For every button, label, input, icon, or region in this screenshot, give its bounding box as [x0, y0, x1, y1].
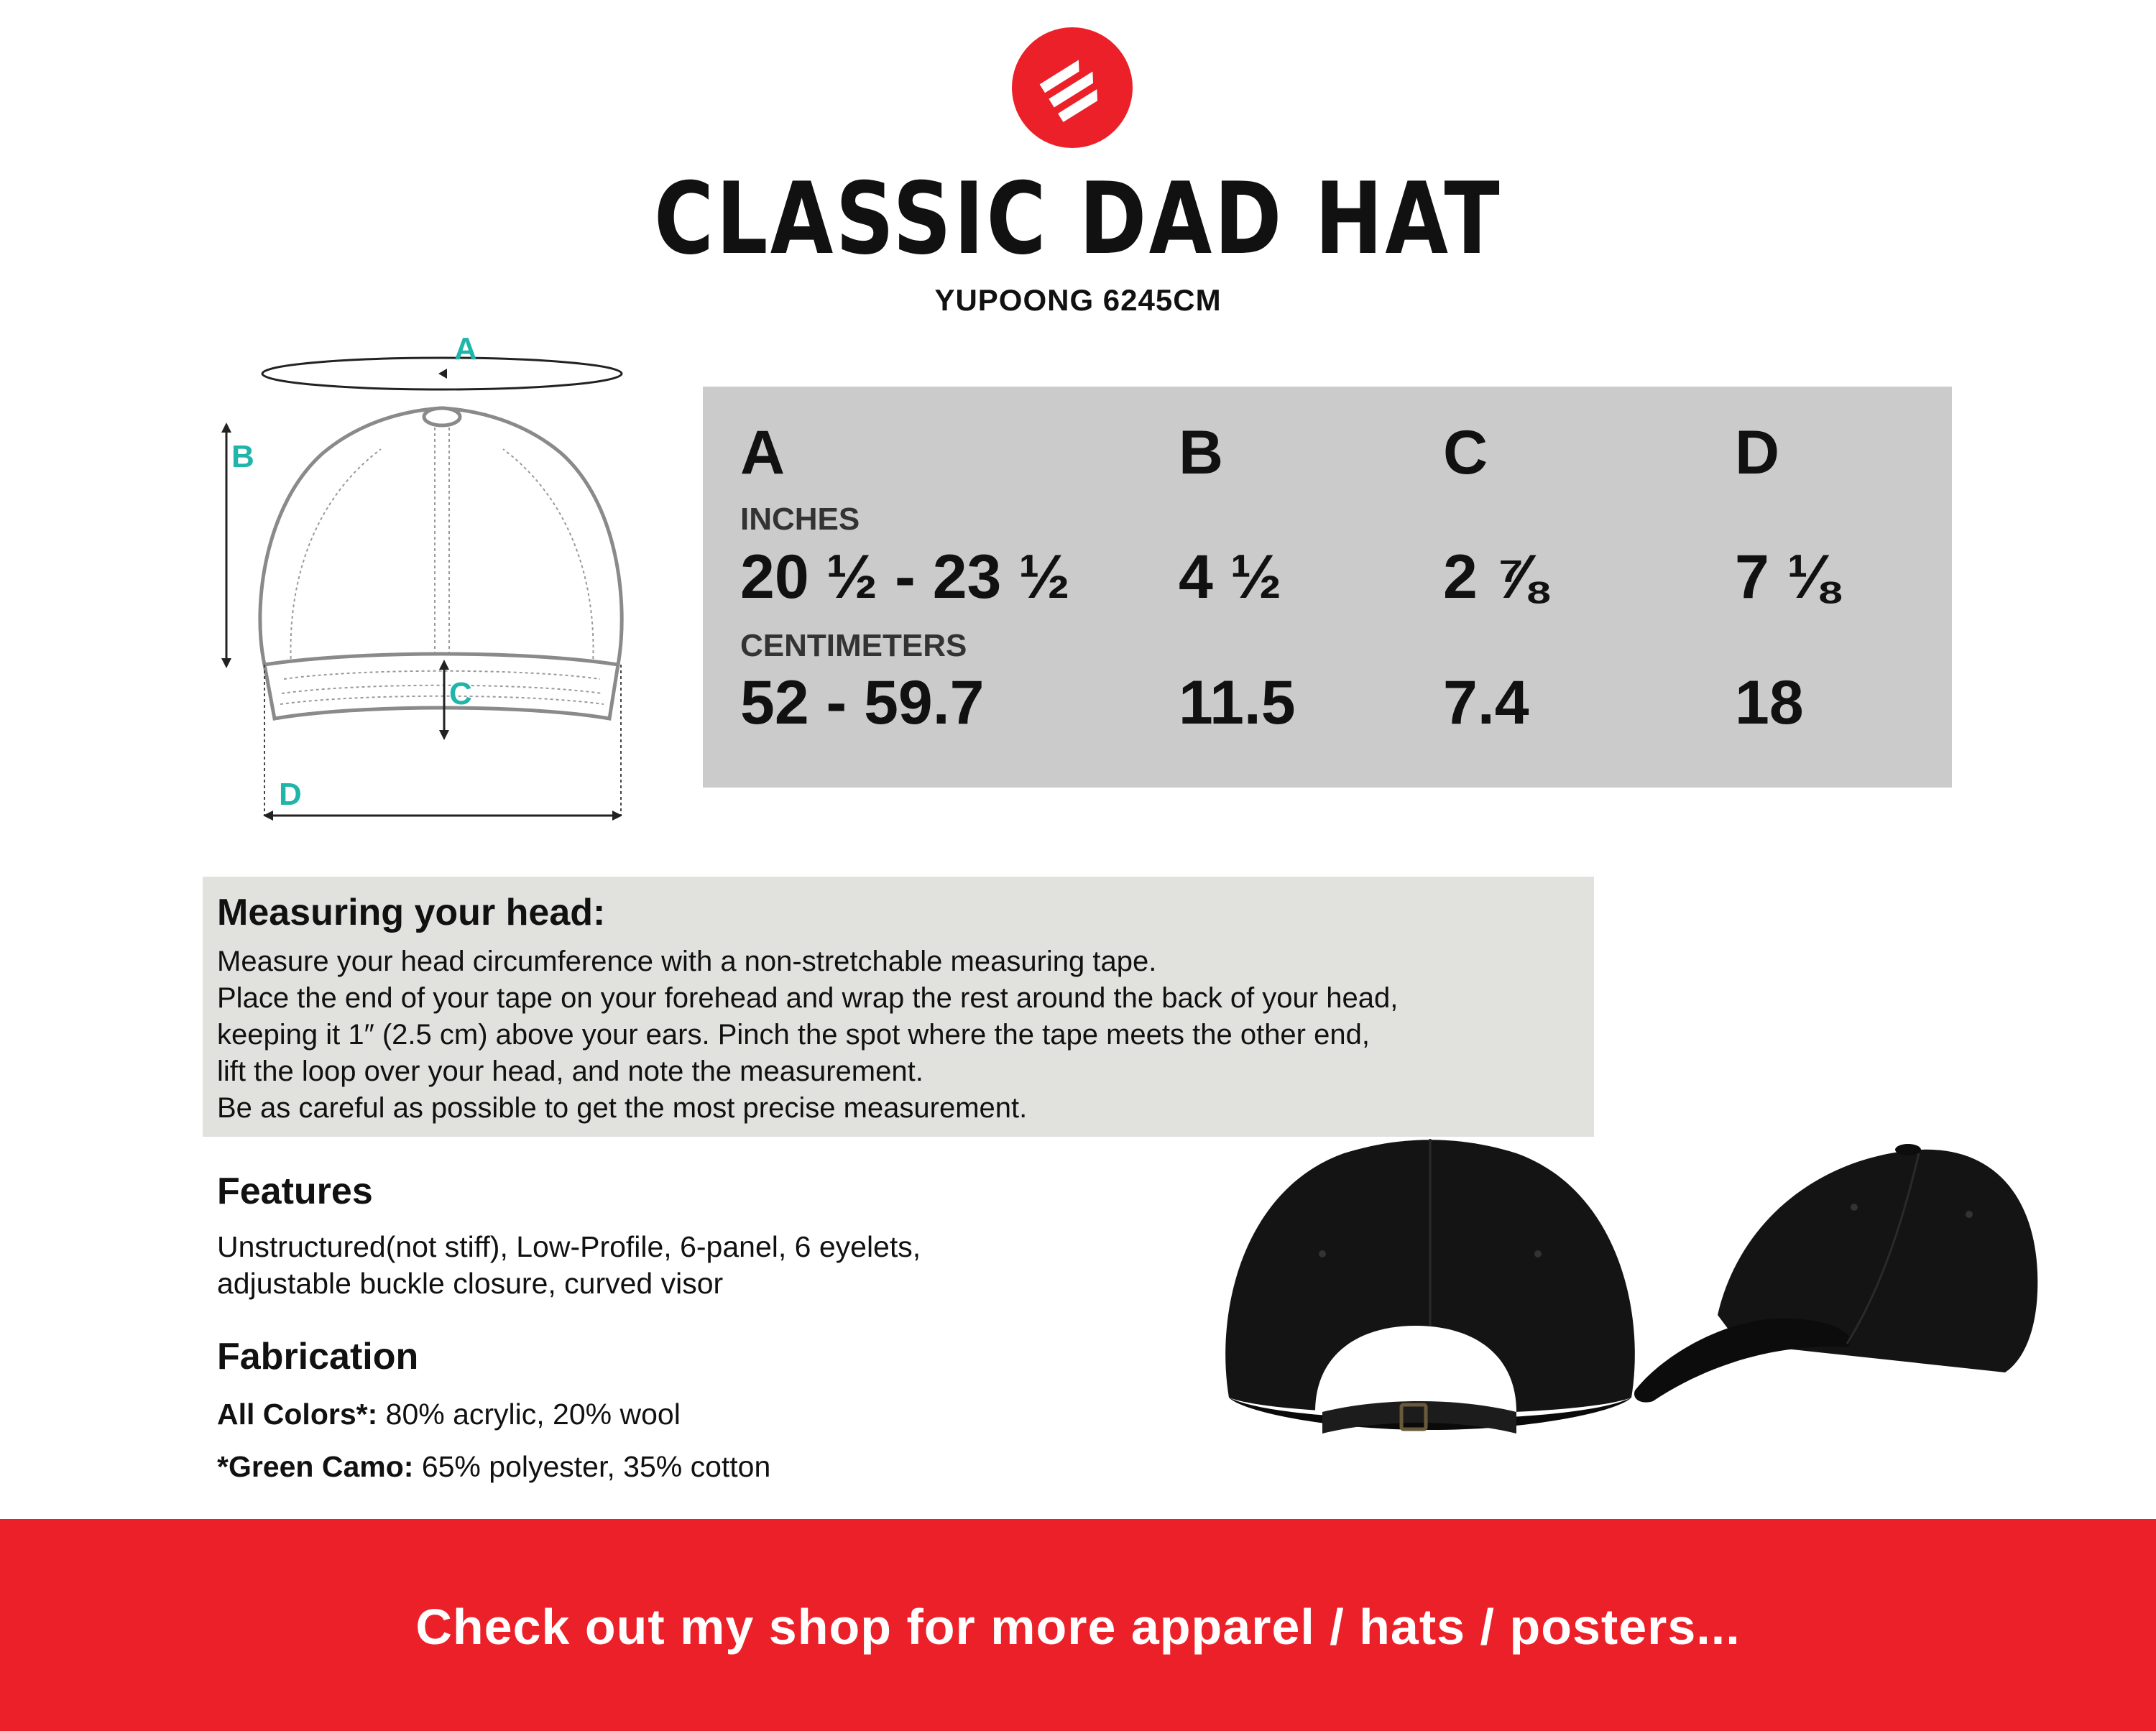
centimeters-label: CENTIMETERS	[740, 628, 967, 663]
column-letter: B	[1179, 418, 1224, 487]
fabrication-item-label: All Colors*:	[217, 1398, 378, 1431]
diagram-label-d: D	[279, 777, 302, 812]
diagram-label-a: A	[454, 331, 477, 366]
features-title: Features	[217, 1171, 373, 1212]
centimeters-value: 7.4	[1443, 668, 1529, 737]
fabrication-item-text: 65% polyester, 35% cotton	[413, 1450, 771, 1483]
size-table	[703, 387, 1952, 788]
shop-banner[interactable]	[0, 1519, 2156, 1731]
features-line: Unstructured(not stiff), Low-Profile, 6-panel, 6 eyelets,	[217, 1230, 921, 1263]
diagram-label-b: B	[231, 439, 254, 474]
inches-value: 20 ½ - 23 ½	[740, 543, 1070, 611]
centimeters-value: 11.5	[1179, 668, 1296, 737]
inches-label: INCHES	[740, 502, 860, 537]
hat-side-photo	[1631, 1128, 2048, 1416]
inches-value: 7 ⅛	[1735, 543, 1838, 611]
brand-logo-icon	[1012, 27, 1133, 148]
inches-value: 2 ⅞	[1443, 543, 1547, 611]
measuring-line: lift the loop over your head, and note the measurement.	[217, 1056, 923, 1087]
fabrication-item-text: 80% acrylic, 20% wool	[377, 1398, 681, 1431]
page-title: CLASSIC DAD HAT	[654, 161, 1502, 277]
diagram-label-c: C	[449, 676, 472, 711]
measuring-line: keeping it 1″ (2.5 cm) above your ears. Pinch the spot where the tape meets the other end,	[217, 1019, 1370, 1051]
hat-back-photo	[1215, 1125, 1646, 1462]
centimeters-value: 52 - 59.7	[740, 668, 985, 737]
column-letter: A	[740, 418, 786, 487]
fabrication-title: Fabrication	[217, 1336, 419, 1377]
centimeters-value: 18	[1735, 668, 1804, 737]
measuring-line: Be as careful as possible to get the most precise measurement.	[217, 1092, 1028, 1124]
measuring-instructions	[203, 877, 1594, 1137]
features-line: adjustable buckle closure, curved visor	[217, 1267, 724, 1300]
column-letter: D	[1735, 418, 1780, 487]
measuring-line: Measure your head circumference with a non-stretchable measuring tape.	[217, 946, 1157, 977]
fabrication-item	[217, 1395, 681, 1433]
inches-value: 4 ½	[1179, 543, 1282, 611]
fabrication-item-label: *Green Camo:	[217, 1450, 414, 1483]
column-letter: C	[1443, 418, 1488, 487]
page-subtitle: YUPOONG 6245CM	[934, 283, 1222, 317]
fabrication-item	[217, 1448, 770, 1485]
hat-measurement-diagram	[216, 316, 647, 834]
measuring-title: Measuring your head:	[217, 892, 606, 933]
shop-banner-text[interactable]: Check out my shop for more apparel / hats / posters...	[415, 1599, 1741, 1655]
measuring-line: Place the end of your tape on your forehead and wrap the rest around the back of your head,	[217, 982, 1399, 1014]
